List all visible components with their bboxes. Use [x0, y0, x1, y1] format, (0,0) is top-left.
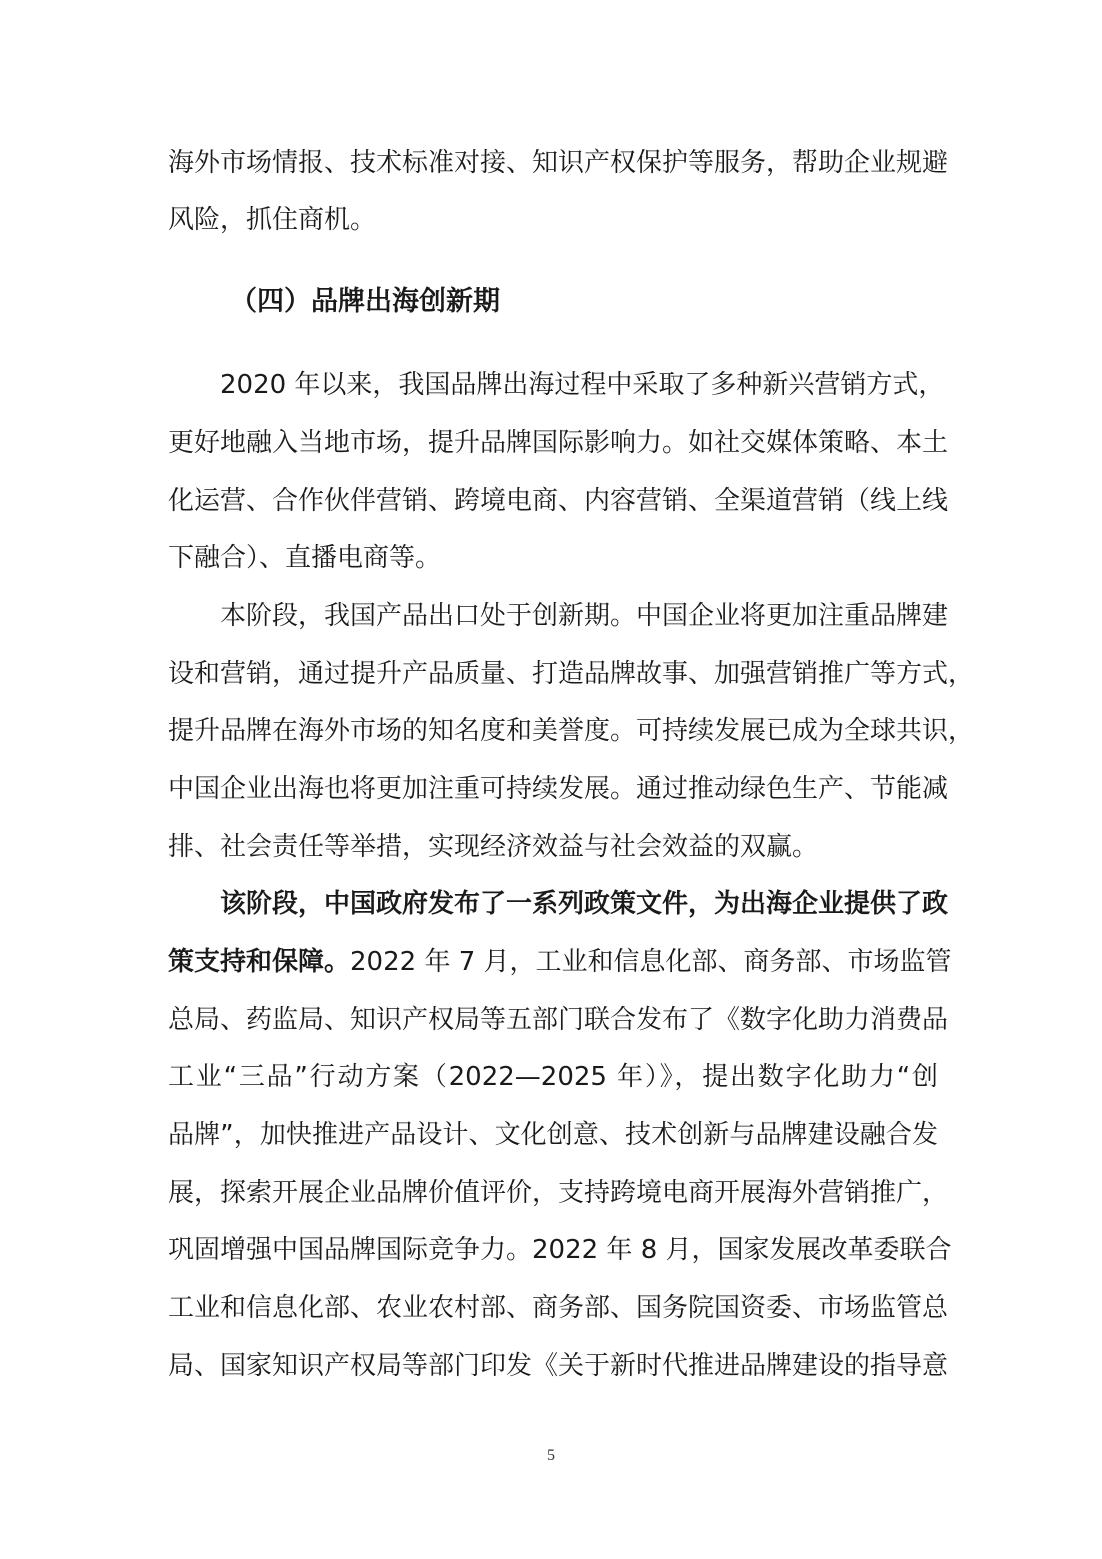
- text-span: 2022 年 7 月，工业和信息化部、商务部、市场监管: [350, 947, 952, 977]
- text-line: 中国企业出海也将更加注重可持续发展。通过推动绿色生产、节能减: [168, 774, 949, 804]
- text-line: 化运营、合作伙伴营销、跨境电商、内容营销、全渠道营销（线上线: [168, 486, 949, 516]
- text-line: 总局、药监局、知识产权局等五部门联合发布了《数字化助力消费品: [168, 1005, 949, 1035]
- text-line: 工业和信息化部、农业农村部、商务部、国务院国资委、市场监管总: [168, 1293, 949, 1323]
- text-line: 工业“三品”行动方案（2022—2025 年）》，提出数字化助力“创: [168, 1062, 938, 1092]
- text-line: 更好地融入当地市场，提升品牌国际影响力。如社交媒体策略、本土: [168, 428, 949, 458]
- page-number: 5: [547, 1447, 555, 1464]
- bold-text-line: 该阶段，中国政府发布了一系列政策文件，为出海企业提供了政: [220, 889, 949, 919]
- text-line: 局、国家知识产权局等部门印发《关于新时代推进品牌建设的指导意: [168, 1351, 949, 1381]
- text-line: 提升品牌在海外市场的知名度和美誉度。可持续发展已成为全球共识，: [168, 716, 975, 746]
- text-line: 展，探索开展企业品牌价值评价，支持跨境电商开展海外营销推广，: [168, 1178, 949, 1208]
- text-line: 风险，抓住商机。: [168, 205, 377, 235]
- text-line: 巩固增强中国品牌国际竞争力。2022 年 8 月，国家发展改革委联合: [168, 1235, 952, 1265]
- text-line: [168, 947, 952, 977]
- text-line: 海外市场情报、技术标准对接、知识产权保护等服务，帮助企业规避: [168, 148, 949, 178]
- text-line: 排、社会责任等举措，实现经济效益与社会效益的双赢。: [168, 832, 819, 862]
- text-line: 本阶段，我国产品出口处于创新期。中国企业将更加注重品牌建: [220, 601, 949, 631]
- text-line: 2020 年以来，我国品牌出海过程中采取了多种新兴营销方式，: [220, 370, 945, 400]
- section-heading: （四）品牌出海创新期: [230, 286, 500, 317]
- text-line: 品牌”，加快推进产品设计、文化创意、技术创新与品牌建设融合发: [168, 1120, 938, 1150]
- text-line: 下融合）、直播电商等。: [168, 543, 442, 573]
- text-line: 设和营销，通过提升产品质量、打造品牌故事、加强营销推广等方式，: [168, 659, 975, 689]
- bold-text-span: 策支持和保障。: [168, 947, 351, 977]
